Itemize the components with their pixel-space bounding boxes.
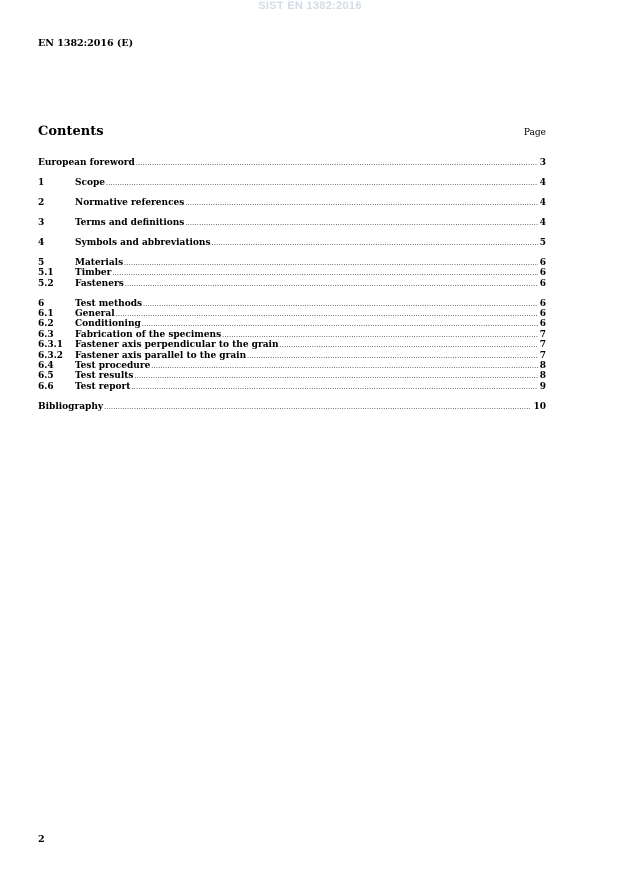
toc-entry[interactable] <box>38 218 546 228</box>
toc-entry-page: 3 <box>539 158 546 168</box>
toc-entry-number: 6.6 <box>38 381 54 392</box>
toc-entry-number: 5.2 <box>38 278 54 289</box>
toc-entry-page: 5 <box>539 237 546 248</box>
toc-entry-title: Bibliography <box>38 401 104 412</box>
toc-entry-page: 9 <box>539 381 546 392</box>
toc-entry-number: 2 <box>38 197 45 208</box>
toc-entry-page: 4 <box>539 177 546 188</box>
toc-entry-title: Test procedure <box>75 361 151 372</box>
toc-entry[interactable] <box>38 309 546 319</box>
toc-entry-page: 6 <box>539 319 546 330</box>
toc-entry-title: Test methods <box>75 298 143 309</box>
toc-entry-page: 6 <box>539 309 546 320</box>
toc-leader-dots <box>136 159 538 169</box>
toc-entry-number: 6.2 <box>38 319 54 330</box>
table-of-contents <box>38 158 546 412</box>
toc-entry-page: 7 <box>539 340 546 351</box>
toc-leader-dots <box>185 219 537 229</box>
toc-leader-dots <box>125 280 538 290</box>
toc-entry-title: Test report <box>75 381 131 392</box>
toc-entry[interactable] <box>38 361 546 371</box>
toc-leader-dots <box>212 239 538 249</box>
toc-entry-number: 5.1 <box>38 268 54 279</box>
toc-entry-title: Terms and definitions <box>75 217 185 228</box>
toc-leader-dots <box>106 179 538 189</box>
toc-leader-dots <box>151 362 537 372</box>
toc-entry-number: 6.3 <box>38 329 54 340</box>
toc-entry-number: 1 <box>38 177 45 188</box>
toc-leader-dots <box>134 372 537 382</box>
toc-entry-page: 6 <box>539 278 546 289</box>
toc-entry-page: 7 <box>539 329 546 340</box>
toc-entry-title: European foreword <box>38 158 135 168</box>
toc-entry[interactable] <box>38 299 546 309</box>
toc-entry[interactable] <box>38 158 546 168</box>
page-number: 2 <box>38 834 45 845</box>
toc-entry-page: 10 <box>533 401 546 412</box>
contents-title: Contents <box>38 124 104 139</box>
toc-entry-page: 6 <box>539 298 546 309</box>
toc-leader-dots <box>185 199 537 209</box>
toc-leader-dots <box>143 300 538 310</box>
toc-entry-title: Normative references <box>75 197 185 208</box>
toc-entry-page: 6 <box>539 257 546 268</box>
toc-leader-dots <box>104 403 531 413</box>
toc-entry[interactable] <box>38 268 546 278</box>
toc-entry-page: 4 <box>539 197 546 208</box>
toc-entry[interactable] <box>38 178 546 188</box>
toc-entry[interactable] <box>38 371 546 381</box>
toc-entry[interactable] <box>38 238 546 248</box>
toc-entry[interactable] <box>38 319 546 329</box>
document-id: EN 1382:2016 (E) <box>38 38 134 49</box>
toc-entry-title: Fastener axis parallel to the grain <box>75 350 247 361</box>
toc-entry-page: 8 <box>539 371 546 382</box>
toc-entry-number: 6 <box>38 298 45 309</box>
toc-entry-title: Fabrication of the specimens <box>75 329 222 340</box>
toc-leader-dots <box>112 269 537 279</box>
toc-entry-title: Materials <box>75 257 124 268</box>
toc-entry-page: 6 <box>539 268 546 279</box>
toc-entry[interactable] <box>38 198 546 208</box>
toc-entry-page: 7 <box>539 350 546 361</box>
toc-entry-number: 3 <box>38 217 45 228</box>
toc-entry-title: Fastener axis perpendicular to the grain <box>75 340 279 351</box>
toc-entry-number: 6.5 <box>38 371 54 382</box>
toc-entry-page: 8 <box>539 361 546 372</box>
toc-entry[interactable] <box>38 340 546 350</box>
toc-entry-title: Scope <box>75 177 106 188</box>
toc-entry-number: 6.3.2 <box>38 350 64 361</box>
toc-entry-title: Timber <box>75 268 112 279</box>
watermark: SIST EN 1382:2016 <box>258 0 362 12</box>
toc-entry[interactable] <box>38 402 546 412</box>
toc-entry-number: 5 <box>38 257 45 268</box>
toc-entry-title: Conditioning <box>75 319 141 330</box>
toc-entry-number: 6.4 <box>38 361 54 372</box>
toc-entry-title: Test results <box>75 371 134 382</box>
toc-leader-dots <box>247 352 538 362</box>
toc-entry-number: 6.1 <box>38 309 54 320</box>
toc-leader-dots <box>124 259 538 269</box>
toc-leader-dots <box>280 341 538 351</box>
toc-entry[interactable] <box>38 382 546 392</box>
toc-entry[interactable] <box>38 258 546 268</box>
toc-entry[interactable] <box>38 330 546 340</box>
toc-entry-number: 6.3.1 <box>38 340 64 351</box>
page-column-label: Page <box>523 128 546 138</box>
toc-entry-number: 4 <box>38 237 45 248</box>
toc-entry[interactable] <box>38 279 546 289</box>
toc-entry-page: 4 <box>539 217 546 228</box>
toc-entry[interactable] <box>38 351 546 361</box>
toc-leader-dots <box>116 310 538 320</box>
toc-entry-title: General <box>75 309 115 320</box>
toc-entry-title: Symbols and abbreviations <box>75 237 211 248</box>
toc-leader-dots <box>131 383 537 393</box>
toc-entry-title: Fasteners <box>75 278 124 289</box>
